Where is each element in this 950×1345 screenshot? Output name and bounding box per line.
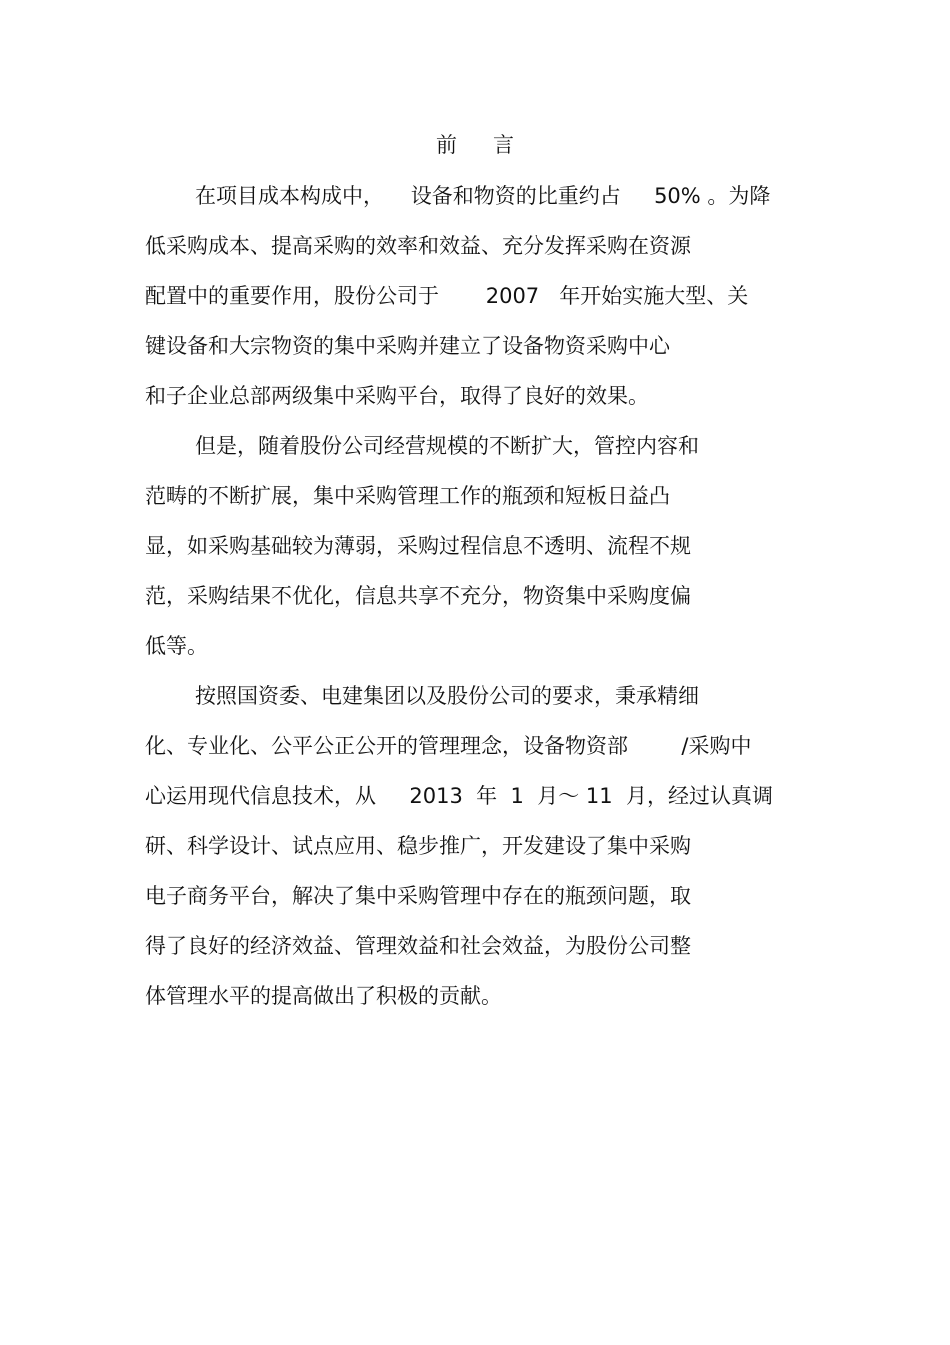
paragraph-line: 电子商务平台，解决了集中采购管理中存在的瓶颈问题，取 (145, 884, 691, 908)
paragraph-line: 范畴的不断扩展，集中采购管理工作的瓶颈和短板日益凸 (145, 484, 670, 508)
paragraph-line: 范，采购结果不优化，信息共享不充分，物资集中采购度偏 (145, 584, 691, 608)
paragraph-line: 但是，随着股份公司经营规模的不断扩大，管控内容和 (195, 434, 699, 458)
paragraph-line: 低等。 (145, 634, 208, 658)
paragraph-line: 化、专业化、公平公正公开的管理理念，设备物资部 /采购中 (145, 734, 752, 758)
paragraph-line: 显，如采购基础较为薄弱，采购过程信息不透明、流程不规 (145, 534, 691, 558)
paragraph-line: 低采购成本、提高采购的效率和效益、充分发挥采购在资源 (145, 234, 691, 258)
paragraph-line: 在项目成本构成中， 设备和物资的比重约占 50% 。为降 (195, 184, 771, 208)
paragraph-line: 键设备和大宗物资的集中采购并建立了设备物资采购中心 (145, 334, 670, 358)
paragraph-line: 研、科学设计、试点应用、稳步推广，开发建设了集中采购 (145, 834, 691, 858)
paragraph-line: 体管理水平的提高做出了积极的贡献。 (145, 984, 502, 1008)
paragraph-line: 配置中的重要作用，股份公司于 2007 年开始实施大型、关 (145, 284, 749, 308)
page-title: 前言 (436, 133, 550, 157)
paragraph-line: 和子企业总部两级集中采购平台，取得了良好的效果。 (145, 384, 649, 408)
paragraph-line: 心运用现代信息技术，从 2013 年 1 月～ 11 月，经过认真调 (145, 784, 773, 808)
paragraph-line: 得了良好的经济效益、管理效益和社会效益，为股份公司整 (145, 934, 691, 958)
paragraph-line: 按照国资委、电建集团以及股份公司的要求，秉承精细 (195, 684, 699, 708)
